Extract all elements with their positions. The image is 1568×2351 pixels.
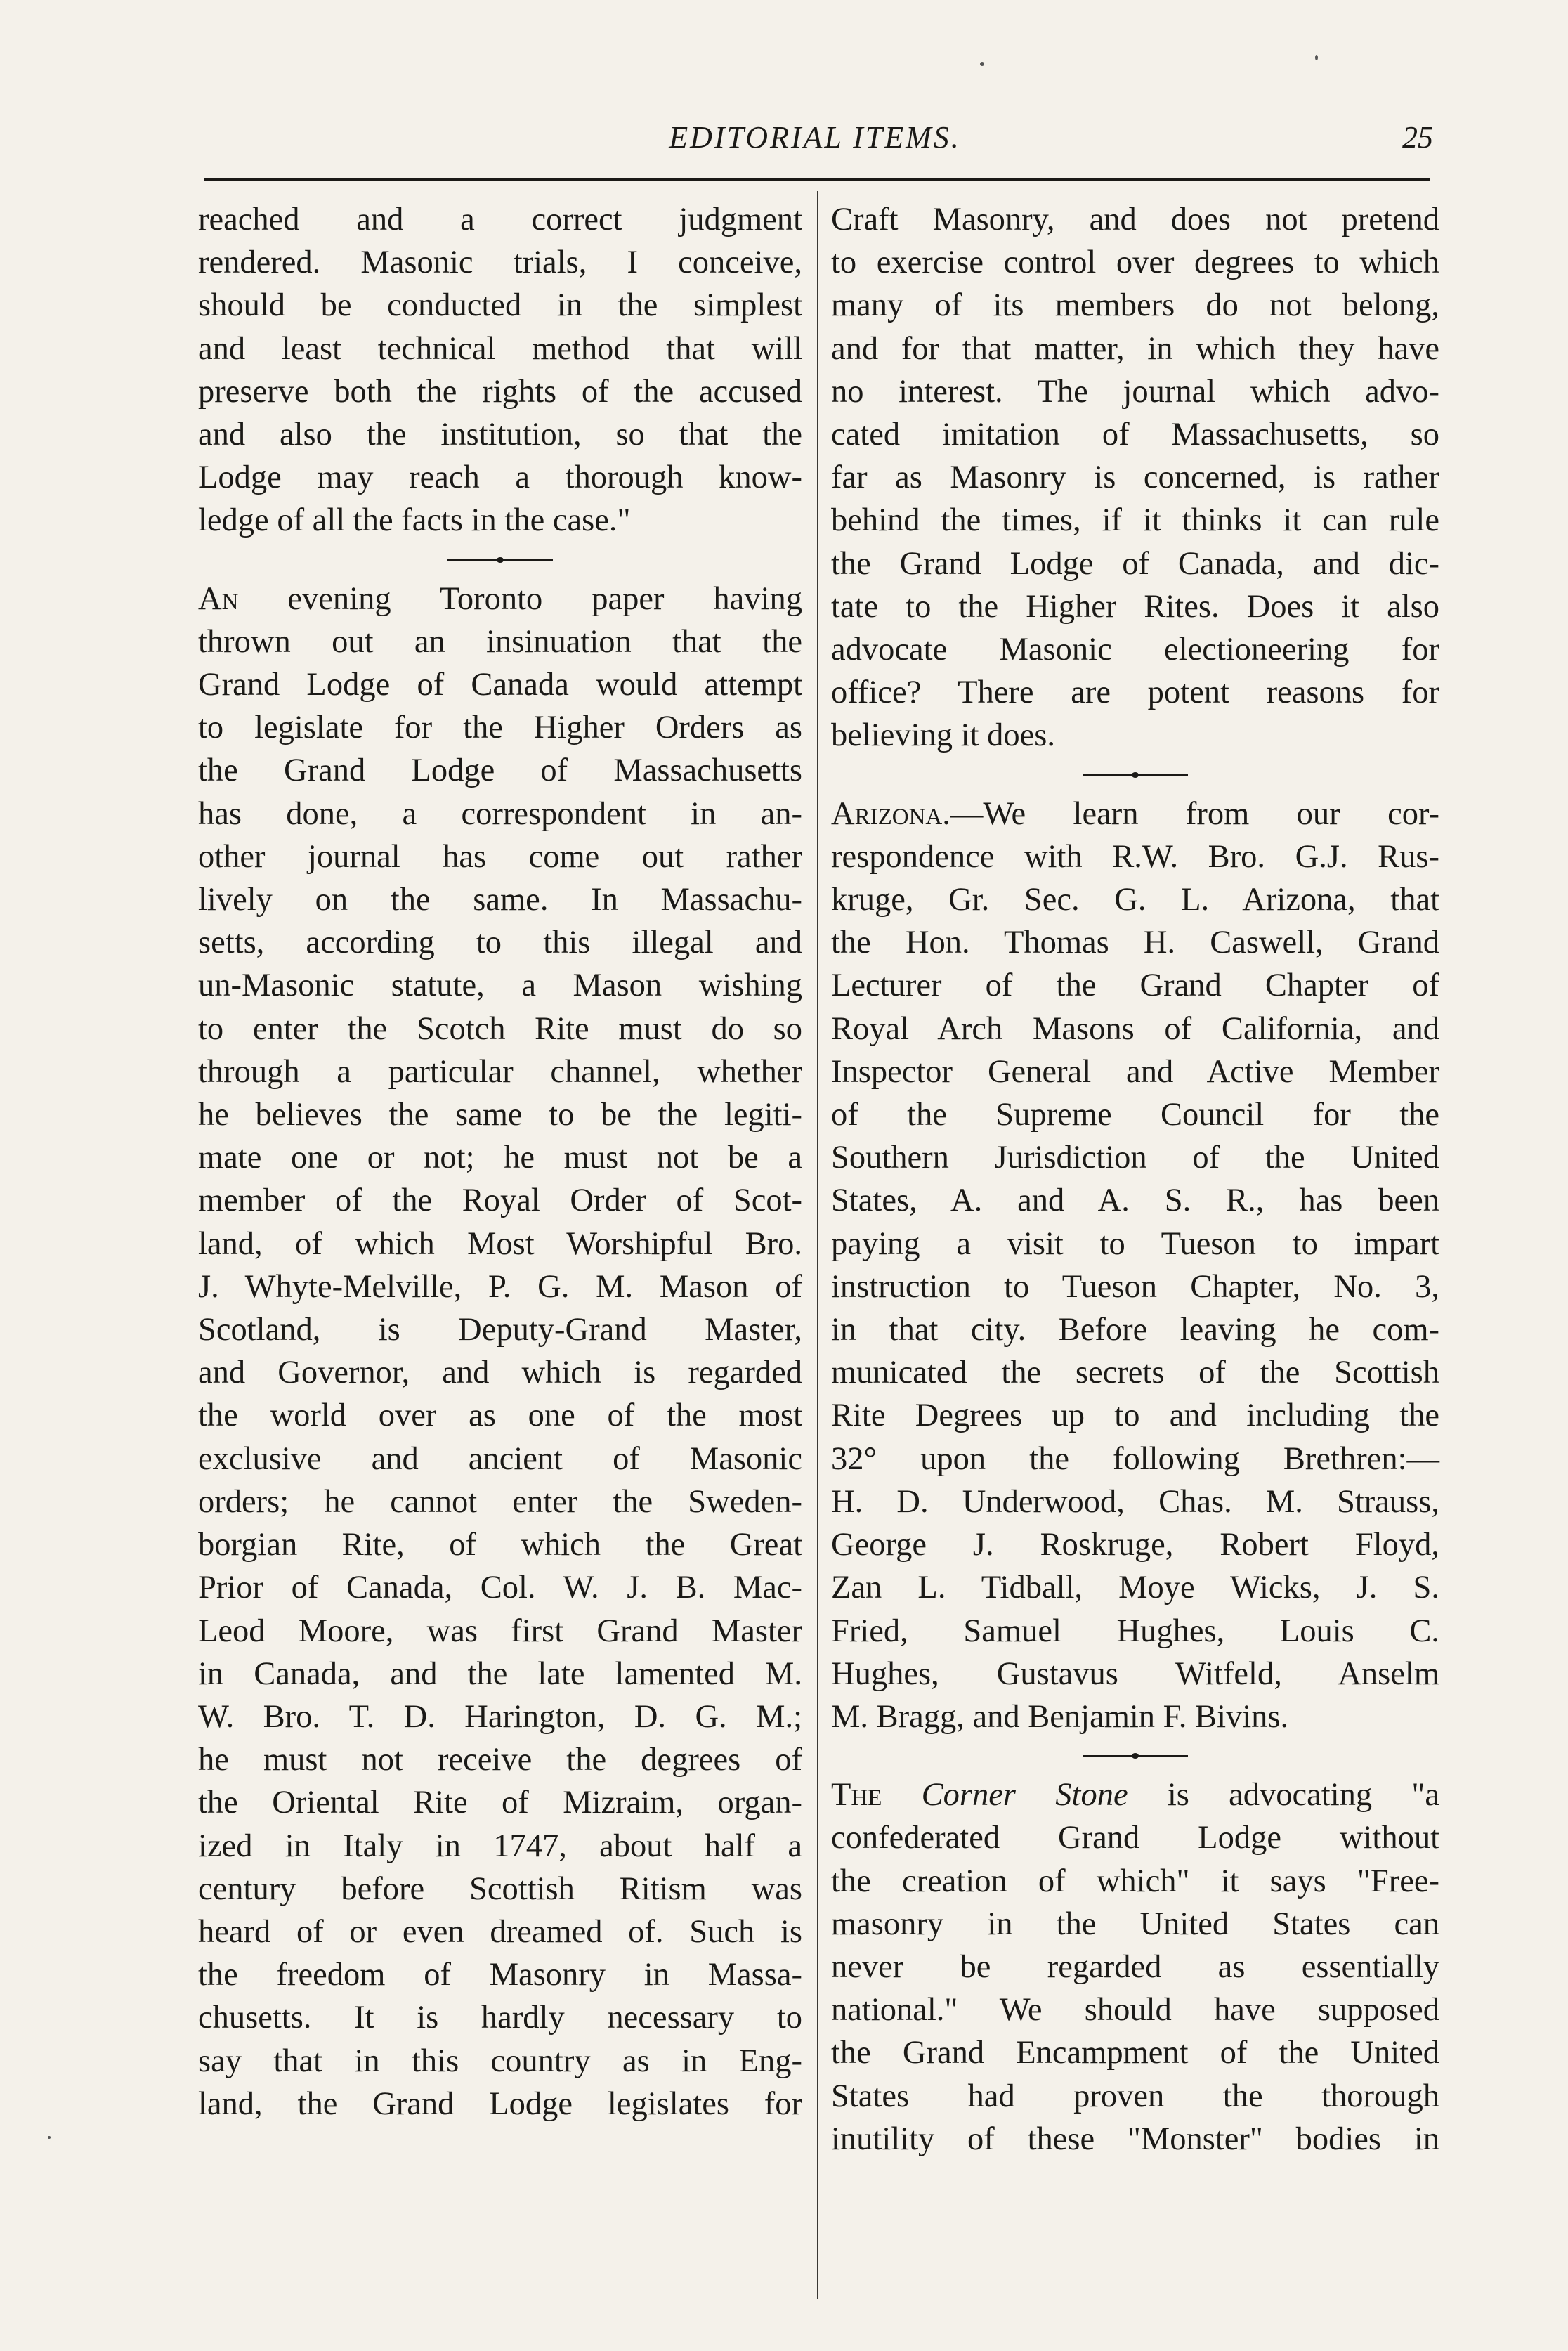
text-span: Royal Arch Masons of California, and (831, 1010, 1439, 1047)
text-span: Rite Degrees up to and including the (831, 1398, 1439, 1434)
text-span: Scotland, is Deputy-Grand Master, (198, 1312, 802, 1348)
paragraph-corner-stone (831, 1773, 1439, 2161)
text-line (831, 1050, 1439, 1093)
text-span: national." We should have supposed (831, 1992, 1439, 2028)
paragraph-craft-masonry (831, 198, 1439, 757)
section-separator (198, 542, 802, 578)
text-line (198, 284, 802, 327)
text-span: W. Bro. T. D. Harington, D. G. M.; (198, 1698, 802, 1735)
text-span: land, of which Most Worshipful Bro. (198, 1225, 802, 1262)
text-line (831, 878, 1439, 921)
text-span: to legislate for the Higher Orders as (198, 710, 802, 746)
text-span: kruge, Gr. Sec. G. L. Arizona, that (831, 882, 1439, 918)
left-column (198, 198, 802, 2125)
text-span: the freedom of Masonry in Massa- (198, 1957, 802, 1993)
text-span: Southern Jurisdiction of the United (831, 1140, 1439, 1176)
text-line (198, 1910, 802, 1953)
text-line (831, 964, 1439, 1007)
page-number: 25 (1402, 120, 1433, 155)
text-line (831, 628, 1439, 671)
text-line (831, 1008, 1439, 1050)
text-line (198, 620, 802, 663)
text-span: and least technical method that will (198, 330, 802, 367)
text-span: Zan L. Tidball, Moye Wicks, J. S. (831, 1570, 1439, 1606)
text-span: States had proven the thorough (831, 2078, 1439, 2114)
text-line (831, 1903, 1439, 1946)
text-line (831, 793, 1439, 835)
text-span: the Grand Lodge of Canada, and dic- (831, 545, 1439, 582)
text-span: the Hon. Thomas H. Caswell, Grand (831, 925, 1439, 961)
text-line (831, 1523, 1439, 1566)
text-span: say that in this country as in Eng- (198, 2043, 802, 2079)
text-line (198, 1438, 802, 1480)
text-line (831, 1816, 1439, 1859)
text-span: the Grand Encampment of the United (831, 2035, 1439, 2071)
text-line (831, 241, 1439, 284)
text-span: never be regarded as essentially (831, 1948, 1439, 1985)
text-line (198, 1480, 802, 1523)
text-line (831, 284, 1439, 327)
text-line (198, 921, 802, 964)
text-span: Hughes, Gustavus Witfeld, Anselm (831, 1655, 1439, 1692)
text-line (198, 499, 802, 542)
separator-dot (497, 557, 504, 563)
text-span: —We learn from our cor- (950, 795, 1439, 832)
text-span: to exercise control over degrees to which (831, 245, 1439, 281)
text-span: chusetts. It is hardly necessary to (198, 2000, 802, 2036)
text-line (831, 1223, 1439, 1265)
text-line (831, 585, 1439, 628)
text-span: masonry in the United States can (831, 1906, 1439, 1942)
print-speck (980, 62, 984, 66)
text-line (831, 1179, 1439, 1222)
text-span: Lecturer of the Grand Chapter of (831, 968, 1439, 1004)
text-line (831, 1773, 1439, 1816)
text-span: thrown out an insinuation that the (198, 623, 802, 660)
section-separator (831, 1738, 1439, 1773)
text-span: un-Masonic statute, a Mason wishing (198, 968, 802, 1004)
text-line (198, 198, 802, 241)
text-span: Lodge may reach a thorough know- (198, 460, 802, 496)
text-line (831, 1308, 1439, 1351)
text-span: Craft Masonry, and does not pretend (831, 202, 1439, 237)
text-line (831, 2075, 1439, 2118)
text-line (198, 706, 802, 749)
text-line (831, 1860, 1439, 1903)
text-span: member of the Royal Order of Scot- (198, 1183, 802, 1219)
text-span: to enter the Scotch Rite must do so (198, 1010, 802, 1047)
text-line (831, 456, 1439, 499)
text-span: cated imitation of Massachusetts, so (831, 417, 1439, 453)
text-line (198, 1136, 802, 1179)
text-line (831, 1566, 1439, 1609)
text-span: H. D. Underwood, Chas. M. Strauss, (831, 1483, 1439, 1520)
right-column (831, 198, 1439, 2161)
text-line (831, 835, 1439, 878)
text-line (198, 413, 802, 456)
text-line (198, 964, 802, 1007)
text-span: and for that matter, in which they have (831, 330, 1439, 367)
text-span: George J. Roskruge, Robert Floyd, (831, 1527, 1439, 1563)
text-line (831, 1351, 1439, 1394)
text-line (198, 241, 802, 284)
text-line (198, 1179, 802, 1222)
running-head (197, 119, 1433, 162)
text-line (198, 1695, 802, 1738)
text-span: he believes the same to be the legiti- (198, 1097, 802, 1133)
text-span: setts, according to this illegal and (198, 925, 802, 961)
text-line (198, 1265, 802, 1308)
text-line (198, 2083, 802, 2125)
text-span: Arizona. (831, 795, 950, 832)
text-line (198, 793, 802, 835)
paragraph-arizona (831, 793, 1439, 1738)
text-line (831, 2118, 1439, 2161)
text-span: has done, a correspondent in an- (198, 795, 802, 832)
text-span: Leod Moore, was first Grand Master (198, 1613, 802, 1649)
text-span: municated the secrets of the Scottish (831, 1355, 1439, 1391)
text-span: tate to the Higher Rites. Does it also (831, 588, 1439, 625)
text-line (831, 198, 1439, 241)
text-span: Inspector General and Active Member (831, 1053, 1439, 1090)
text-span: reached and a correct judgment (198, 202, 802, 237)
text-line (198, 1351, 802, 1394)
text-span: advocate Masonic electioneering for (831, 632, 1439, 668)
text-span: far as Masonry is concerned, is rather (831, 460, 1439, 496)
text-span: respondence with R.W. Bro. G.J. Rus- (831, 838, 1439, 875)
text-line (198, 2040, 802, 2083)
header-rule (204, 178, 1430, 181)
text-line (831, 1394, 1439, 1437)
text-line (831, 413, 1439, 456)
text-span: orders; he cannot enter the Sweden- (198, 1483, 802, 1520)
text-span: land, the Grand Lodge legislates for (198, 2085, 802, 2122)
text-line (831, 1988, 1439, 2031)
text-line (198, 835, 802, 878)
text-line (198, 1050, 802, 1093)
column-divider (817, 191, 818, 2299)
text-line (198, 1825, 802, 1868)
text-line (831, 1265, 1439, 1308)
section-separator (831, 757, 1439, 793)
text-span: exclusive and ancient of Masonic (198, 1440, 802, 1477)
text-line (831, 1093, 1439, 1136)
text-line (198, 1523, 802, 1566)
text-line (198, 1008, 802, 1050)
text-line (198, 1953, 802, 1996)
text-span: and also the institution, so that the (198, 417, 802, 453)
text-span: lively on the same. In Massachu- (198, 882, 802, 918)
text-line (198, 1996, 802, 2039)
text-line (831, 1438, 1439, 1480)
text-span: through a particular channel, whether (198, 1053, 802, 1090)
text-span: States, A. and A. S. R., has been (831, 1183, 1439, 1219)
text-span: the creation of which" it says "Free- (831, 1863, 1439, 1899)
print-speck (48, 2136, 51, 2139)
text-span: preserve both the rights of the accused (198, 373, 802, 410)
text-span: the Oriental Rite of Mizraim, organ- (198, 1785, 802, 1821)
text-line (831, 2031, 1439, 2074)
text-line (198, 1781, 802, 1824)
text-span: ledge of all the facts in the case." (198, 502, 631, 539)
text-line (198, 578, 802, 620)
text-line (198, 749, 802, 792)
text-line (198, 1566, 802, 1609)
text-span: ized in Italy in 1747, about half a (198, 1828, 802, 1864)
text-span: paying a visit to Tueson to impart (831, 1225, 1439, 1262)
text-line (198, 1394, 802, 1437)
text-line (831, 327, 1439, 370)
text-line (831, 1653, 1439, 1695)
text-span: should be conducted in the simplest (198, 287, 802, 324)
text-line (198, 1223, 802, 1265)
text-line (831, 370, 1439, 413)
text-span: The (831, 1777, 882, 1813)
running-title: EDITORIAL ITEMS. (669, 120, 961, 155)
text-line (198, 370, 802, 413)
text-span: many of its members do not belong, (831, 287, 1439, 324)
text-line (831, 1136, 1439, 1179)
text-line (831, 671, 1439, 714)
print-speck (1315, 55, 1318, 60)
text-line (198, 1308, 802, 1351)
text-span: is advocating "a (1128, 1777, 1440, 1813)
text-span: he must not receive the degrees of (198, 1742, 802, 1778)
text-span: borgian Rite, of which the Great (198, 1527, 802, 1563)
text-span: An (198, 580, 239, 617)
paragraph-trials-conclusion (198, 198, 802, 542)
text-line (831, 1695, 1439, 1738)
text-span: 32° upon the following Brethren:— (831, 1440, 1439, 1477)
text-span: century before Scottish Ritism was (198, 1870, 802, 1907)
text-span: J. Whyte-Melville, P. G. M. Mason of (198, 1268, 802, 1305)
text-line (831, 1610, 1439, 1653)
paragraph-toronto-paper (198, 578, 802, 2125)
text-line (198, 456, 802, 499)
text-span: heard of or even dreamed of. Such is (198, 1913, 802, 1950)
text-line (198, 1868, 802, 1910)
text-span: and Governor, and which is regarded (198, 1355, 802, 1391)
text-line (831, 1480, 1439, 1523)
text-line (831, 499, 1439, 542)
text-line (831, 1946, 1439, 1988)
text-span: Fried, Samuel Hughes, Louis C. (831, 1613, 1439, 1649)
text-span: no interest. The journal which advo- (831, 373, 1439, 410)
text-line (198, 1093, 802, 1136)
separator-dot (1132, 1753, 1139, 1759)
text-line (198, 663, 802, 706)
text-span: in that city. Before leaving he com- (831, 1312, 1439, 1348)
text-span: Corner Stone (921, 1777, 1128, 1813)
text-span: the Grand Lodge of Massachusetts (198, 753, 802, 789)
separator-dot (1132, 772, 1139, 778)
text-line (198, 1610, 802, 1653)
text-span: confederated Grand Lodge without (831, 1820, 1439, 1856)
text-span: Grand Lodge of Canada would attempt (198, 667, 802, 703)
text-span: of the Supreme Council for the (831, 1097, 1439, 1133)
text-span: mate one or not; he must not be a (198, 1140, 802, 1176)
text-line (198, 1653, 802, 1695)
text-span: believing it does. (831, 717, 1055, 754)
text-span: instruction to Tueson Chapter, No. 3, (831, 1268, 1439, 1305)
text-line (831, 714, 1439, 757)
text-line (831, 542, 1439, 585)
text-span: evening Toronto paper having (238, 580, 802, 617)
text-span: Prior of Canada, Col. W. J. B. Mac- (198, 1570, 802, 1606)
text-span: M. Bragg, and Benjamin F. Bivins. (831, 1698, 1289, 1735)
text-line (198, 878, 802, 921)
text-line (198, 327, 802, 370)
text-line (198, 1738, 802, 1781)
text-span: rendered. Masonic trials, I conceive, (198, 245, 802, 281)
text-span: other journal has come out rather (198, 838, 802, 875)
text-span: inutility of these "Monster" bodies in (831, 2121, 1439, 2157)
text-line (831, 921, 1439, 964)
text-span: office? There are potent reasons for (831, 675, 1439, 711)
text-span: the world over as one of the most (198, 1398, 802, 1434)
text-span: behind the times, if it thinks it can rule (831, 502, 1439, 539)
text-span: in Canada, and the late lamented M. (198, 1655, 802, 1692)
